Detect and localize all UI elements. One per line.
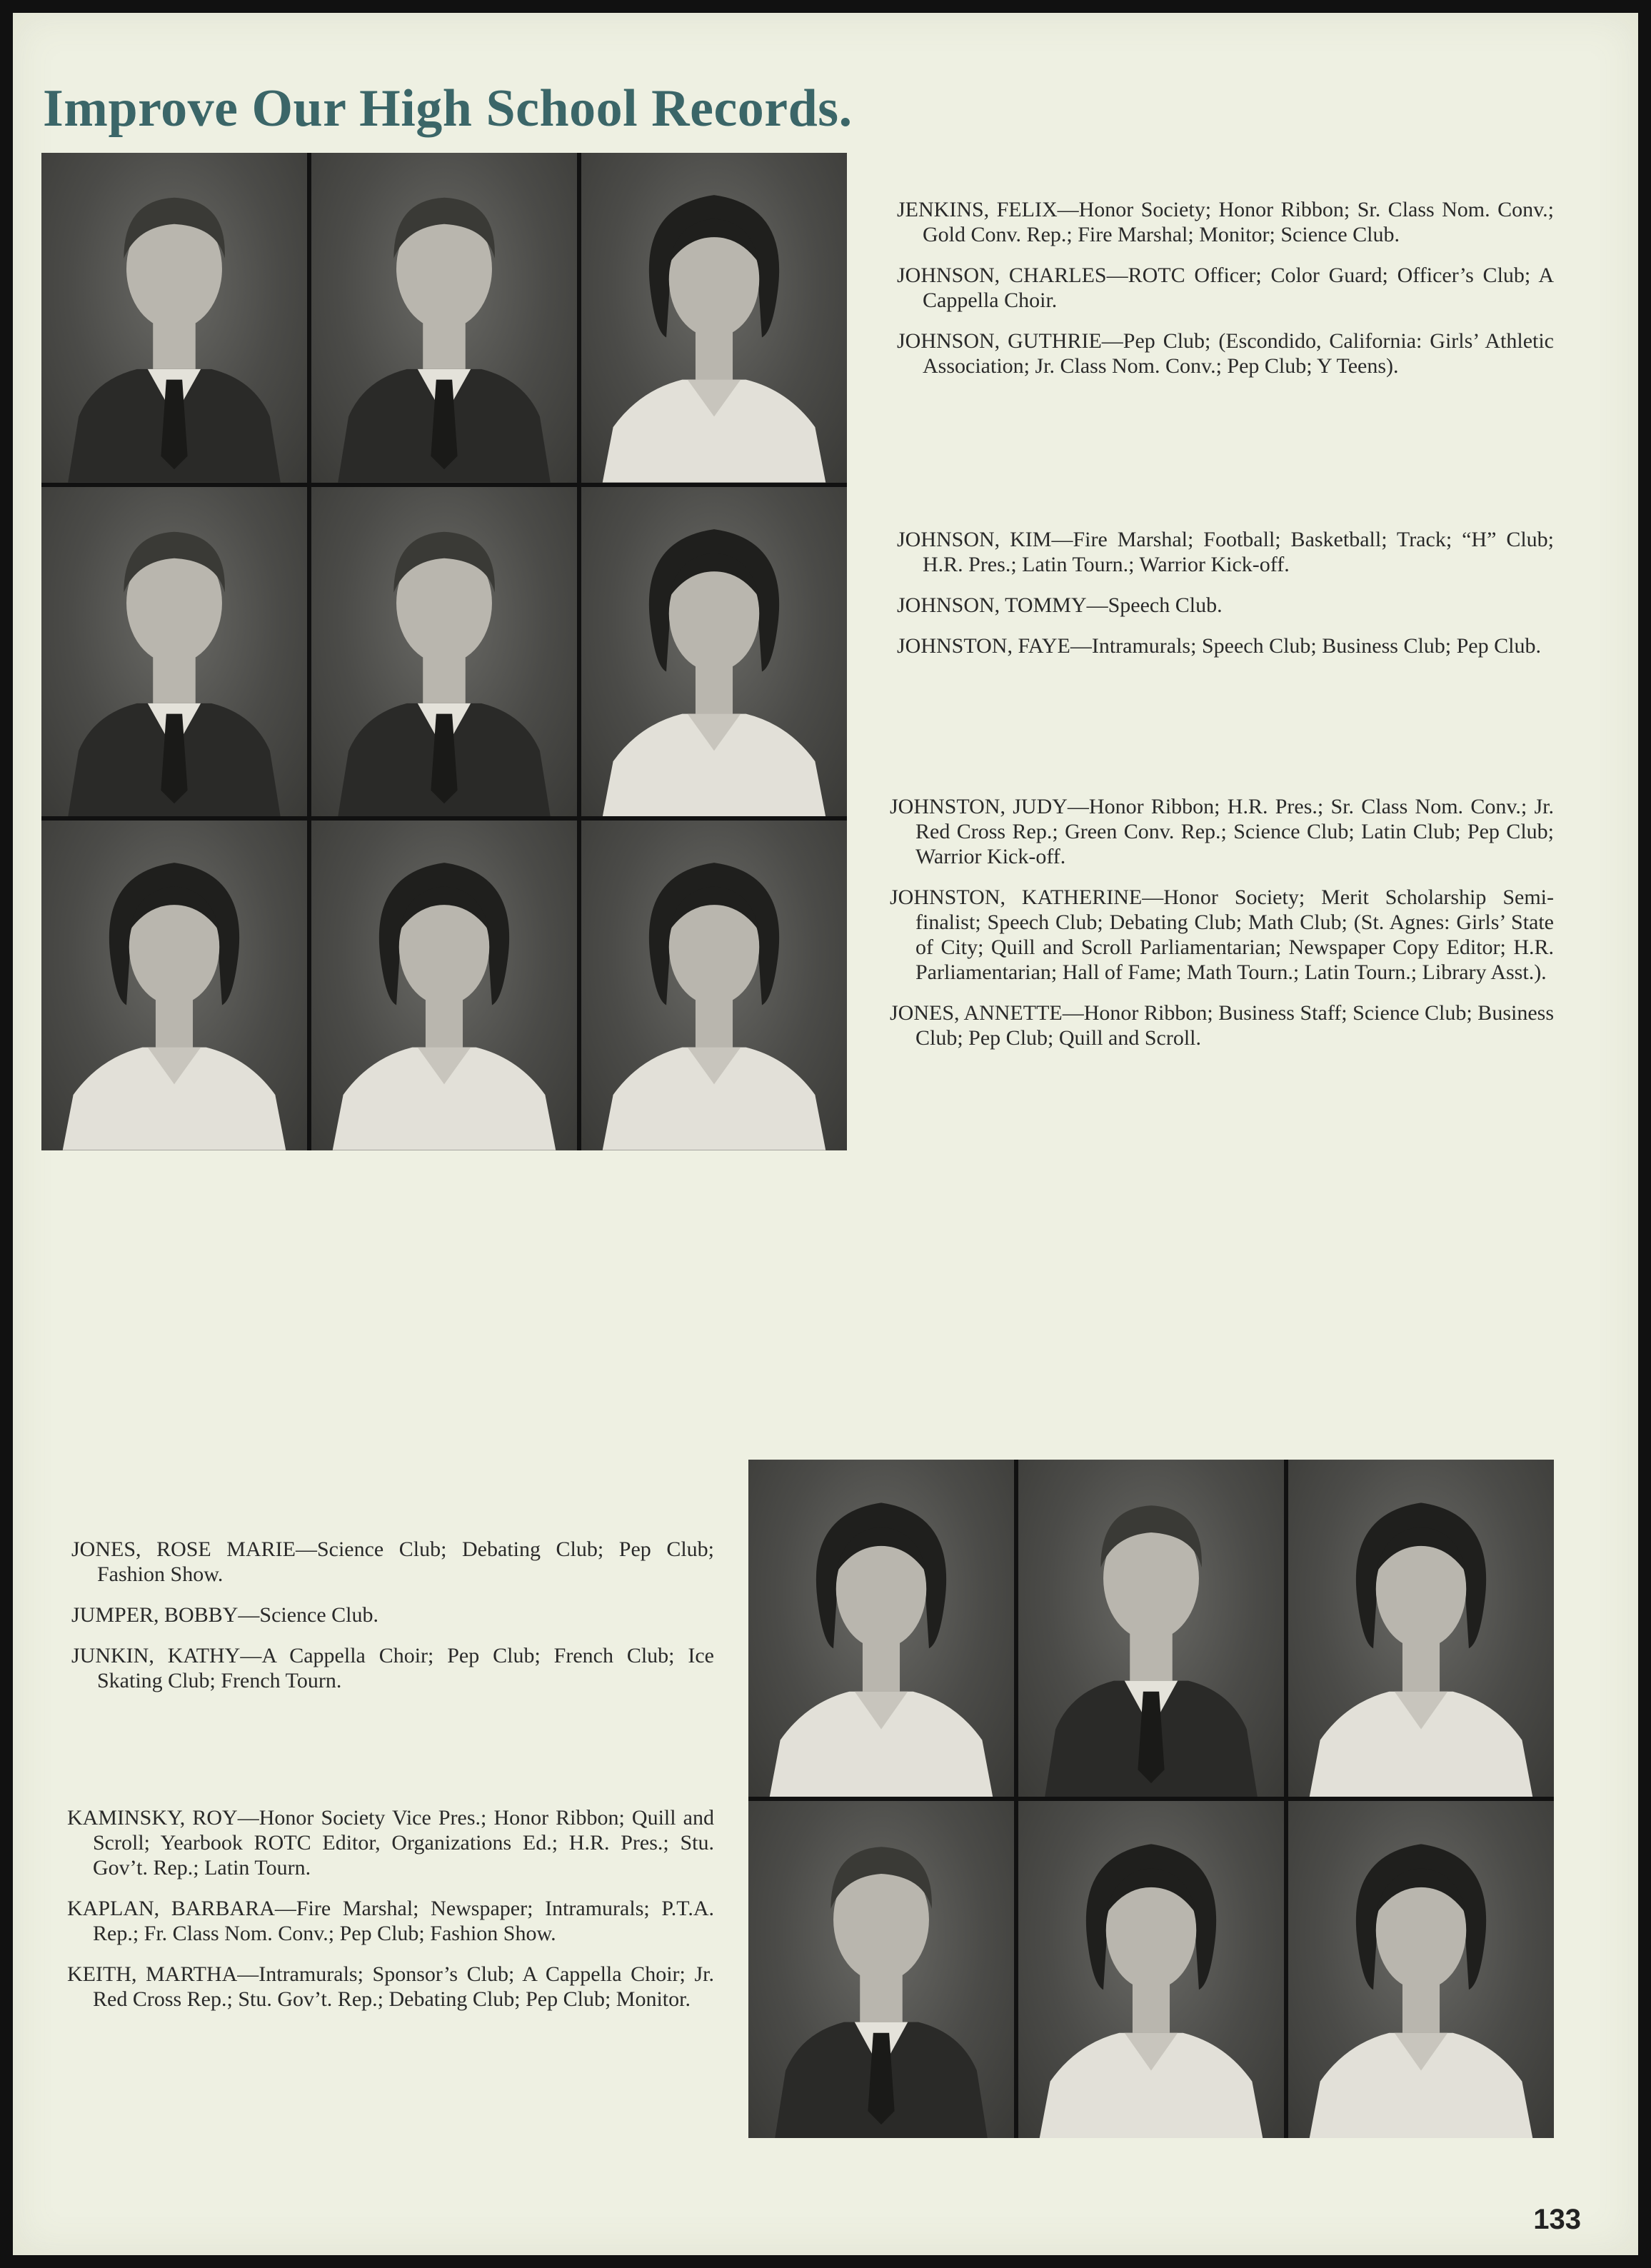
bio-entry: KAMINSKY, ROY—Honor Society Vice Pres.; Honor Ribbon; Quill and Scroll; Yearbook ROTC Editor, Organizations Ed.; H.R. Pres.; Stu. Gov’t. Rep.; Latin Tourn.	[67, 1806, 714, 1880]
top-portrait-photo	[41, 153, 307, 483]
bio-entry: KAPLAN, BARBARA—Fire Marshal; Newspaper; Intramurals; P.T.A. Rep.; Fr. Class Nom. Conv.; Pep Club; Fashion Show.	[67, 1897, 714, 1945]
bio-entry: JOHNSON, KIM—Fire Marshal; Football; Basketball; Track; “H” Club; H.R. Pres.; Latin Tourn.; Warrior Kick-off.	[897, 528, 1554, 576]
bio-group-top-3	[890, 794, 1554, 1066]
bio-entry: JOHNSTON, KATHERINE—Honor Society; Merit Scholarship Semi-finalist; Speech Club; Debating Club; Math Club; (St. Agnes: Girls’ State of City; Quill and Scroll Parliamentarian; Newspaper Copy Editor; H.R. Parliamentarian; Hall of Fame; Math Tourn.; Latin Tourn.; Library Asst.).	[890, 885, 1554, 984]
top-portrait-photo	[581, 153, 847, 483]
bottom-portrait-photo	[1018, 1460, 1284, 1797]
top-portrait-photo	[311, 153, 577, 483]
bio-entry: JOHNSON, CHARLES—ROTC Officer; Color Guard; Officer’s Club; A Cappella Choir.	[897, 264, 1554, 312]
bio-group-top-2	[897, 527, 1554, 674]
bio-entry: KEITH, MARTHA—Intramurals; Sponsor’s Club; A Cappella Choir; Jr. Red Cross Rep.; Stu. Gov’t. Rep.; Debating Club; Pep Club; Monitor.	[67, 1962, 714, 2011]
bottom-portrait-photo	[1288, 1460, 1554, 1797]
top-portrait-photo	[311, 821, 577, 1150]
top-portrait-photo	[311, 487, 577, 817]
bio-entry: JOHNSON, GUTHRIE—Pep Club; (Escondido, California: Girls’ Athletic Association; Jr. Class Nom. Conv.; Pep Club; Y Teens).	[897, 329, 1554, 378]
top-portrait-photo	[581, 821, 847, 1150]
bio-entry: JOHNSTON, JUDY—Honor Ribbon; H.R. Pres.; Sr. Class Nom. Conv.; Jr. Red Cross Rep.; Green Conv. Rep.; Science Club; Latin Club; Pep Club; Warrior Kick-off.	[890, 795, 1554, 868]
bio-entry: JOHNSON, TOMMY—Speech Club.	[897, 593, 1223, 617]
bio-entry: JENKINS, FELIX—Honor Society; Honor Ribbon; Sr. Class Nom. Conv.; Gold Conv. Rep.; Fire Marshal; Monitor; Science Club.	[897, 198, 1554, 246]
bottom-portrait-photo	[1018, 1801, 1284, 2138]
bottom-portrait-photo	[748, 1460, 1014, 1797]
bottom-portrait-photo	[1288, 1801, 1554, 2138]
page-title: Improve Our High School Records.	[43, 79, 853, 138]
yearbook-page	[13, 13, 1638, 2255]
bio-entry: JUMPER, BOBBY—Science Club.	[71, 1603, 379, 1627]
top-portrait-photo	[41, 487, 307, 817]
bio-entry: JONES, ANNETTE—Honor Ribbon; Business Staff; Science Club; Business Club; Pep Club; Quill and Scroll.	[890, 1001, 1554, 1050]
bottom-portrait-photo	[748, 1801, 1014, 2138]
bio-group-bottom-2	[67, 1805, 714, 2027]
bio-entry: JONES, ROSE MARIE—Science Club; Debating Club; Pep Club; Fashion Show.	[71, 1537, 714, 1586]
portrait-grid-top	[41, 153, 847, 1150]
page-number: 133	[1533, 2204, 1581, 2235]
bio-entry: JUNKIN, KATHY—A Cappella Choir; Pep Club; French Club; Ice Skating Club; French Tourn.	[71, 1644, 714, 1692]
bio-group-bottom-1	[71, 1537, 714, 1709]
top-portrait-photo	[41, 821, 307, 1150]
portrait-grid-bottom	[748, 1460, 1554, 2138]
top-portrait-photo	[581, 487, 847, 817]
bio-group-top-1	[897, 197, 1554, 394]
bio-entry: JOHNSTON, FAYE—Intramurals; Speech Club; Business Club; Pep Club.	[897, 634, 1541, 658]
